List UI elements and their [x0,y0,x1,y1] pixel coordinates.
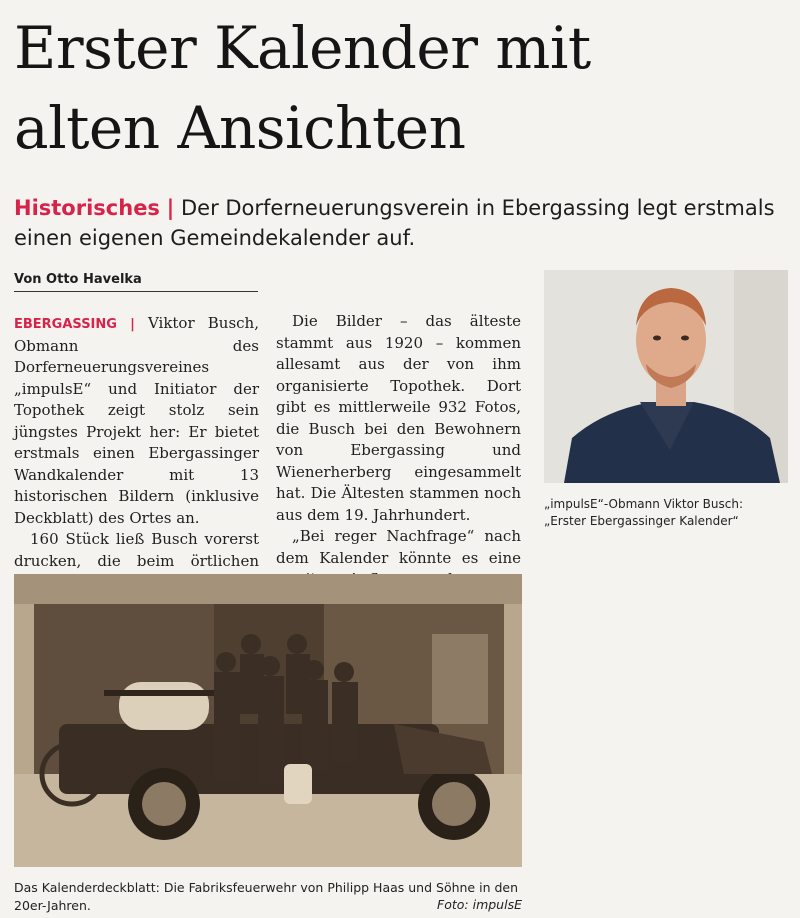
portrait-caption-line-2: „Erster Ebergassinger Kalender“ [544,514,739,528]
dateline: EBERGASSING [14,317,117,332]
article-column-1 [14,313,259,615]
fire-brigade-illustration [14,574,522,867]
photo-credit: Foto: impulsE [437,897,522,912]
paragraph-4: „Bei reger Nachfrage“ nach dem Kalender könnte es eine [276,527,521,567]
kicker-separator: | [166,196,175,220]
paragraph-3: Die Bilder – das älteste stammt aus 1920 – kommen allesamt aus der von ihm organisierte Topothek. Dort gibt es mittlerweile 932 Fotos, die Busch bei den Bewohnern von Ebergassing und Wienerherberg eingesammelt hat. Die Ältesten stammen noch aus dem 19. Jahrhundert. [276,312,521,524]
headline-line-1: Erster Kalender mit [14,14,591,82]
portrait-illustration [544,270,788,483]
headline-line-2: alten Ansichten [14,94,466,162]
paragraph-2: 160 Stück ließ Busch vorerst drucken, die beim örtlichen [14,530,259,570]
portrait-photo [544,270,788,483]
dateline-separator: | [130,317,135,332]
byline: Von Otto Havelka [14,272,258,292]
portrait-caption [544,496,790,530]
kicker: Historisches [14,196,160,220]
portrait-caption-line-1: „impulsE“-Obmann Viktor Busch: [544,497,744,511]
historic-photo [14,574,522,867]
article-column-2 [276,268,521,612]
subhead [14,193,784,253]
subhead-text: Der Dorferneuerungsverein in Ebergassing legt erstmals einen eigenen Gemeindekalender auf. [14,196,775,250]
paragraph-1: Viktor Busch, Obmann des Dorferneuerungsvereines „impulsE“ und Initiator der Topothek zeigt stolz sein jüngstes Projekt her: Er bietet erstmals einen Ebergassinger Wandkalender mit 13 historischen Bildern (inklusive Deckblatt) des Ortes an. [14,314,259,527]
headline [14,8,784,168]
lead-paragraph [14,313,259,529]
photo-caption: Das Kalenderdeckblatt: Die Fabriksfeuerwehr von Philipp Haas und Söhne in den 20er-Jahren. [14,880,519,913]
